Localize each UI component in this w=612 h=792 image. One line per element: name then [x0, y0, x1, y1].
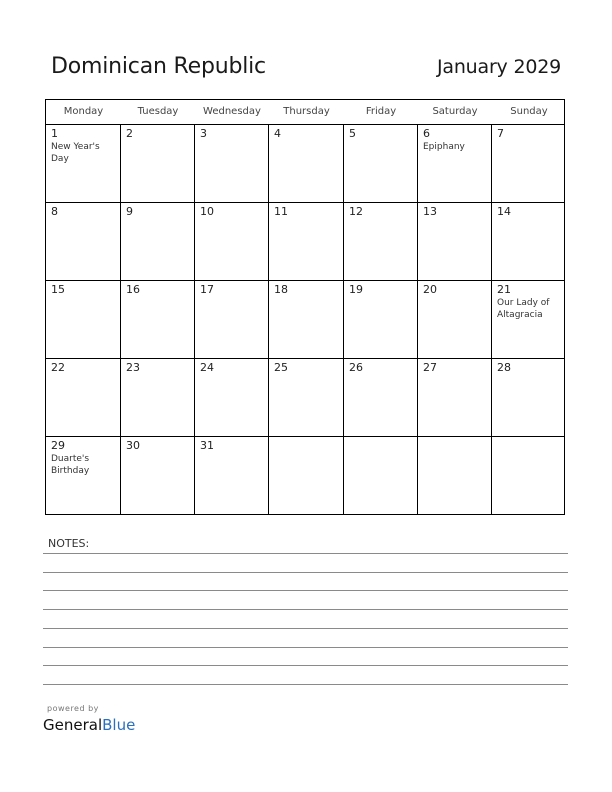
brand-blue: Blue [102, 716, 136, 734]
weekday-saturday: Saturday [432, 106, 478, 117]
weekday-monday: Monday [63, 106, 104, 117]
day-cell [121, 203, 195, 280]
day-cell [418, 125, 492, 202]
powered-by-text: powered by [47, 704, 99, 713]
day-number: 17 [200, 283, 214, 296]
holiday-label: Epiphany [423, 142, 465, 152]
day-number: 31 [200, 439, 214, 452]
day-number: 4 [274, 127, 281, 140]
notes-line [43, 553, 568, 554]
day-number: 25 [274, 361, 288, 374]
day-cell [195, 359, 269, 436]
calendar-grid [45, 99, 565, 515]
day-cell [418, 437, 492, 514]
day-number: 24 [200, 361, 214, 374]
day-number: 20 [423, 283, 437, 296]
day-cell [418, 359, 492, 436]
day-cell [195, 437, 269, 514]
weekday-tuesday: Tuesday [137, 106, 179, 117]
day-cell [344, 125, 418, 202]
notes-line [43, 572, 568, 573]
day-cell [492, 281, 566, 358]
week-row [46, 437, 564, 514]
day-number: 6 [423, 127, 430, 140]
day-cell [269, 359, 344, 436]
day-cell [121, 281, 195, 358]
day-number: 15 [51, 283, 65, 296]
day-cell [46, 125, 121, 202]
day-cell [344, 203, 418, 280]
page-title: Dominican Republic [51, 54, 266, 79]
notes-line [43, 609, 568, 610]
day-number: 19 [349, 283, 363, 296]
day-cell [195, 125, 269, 202]
day-cell [492, 203, 566, 280]
day-number: 23 [126, 361, 140, 374]
day-cell [46, 437, 121, 514]
day-cell [269, 203, 344, 280]
day-cell [121, 125, 195, 202]
day-cell [492, 437, 566, 514]
brand-general: General [43, 716, 103, 734]
day-number: 3 [200, 127, 207, 140]
day-number: 21 [497, 283, 511, 296]
notes-line [43, 590, 568, 591]
weekday-sunday: Sunday [510, 106, 548, 117]
day-number: 10 [200, 205, 214, 218]
day-number: 14 [497, 205, 511, 218]
day-cell [492, 125, 566, 202]
day-number: 2 [126, 127, 133, 140]
day-cell [269, 437, 344, 514]
day-number: 28 [497, 361, 511, 374]
day-number: 7 [497, 127, 504, 140]
day-number: 30 [126, 439, 140, 452]
notes-label: NOTES: [48, 537, 90, 550]
holiday-label: Duarte's Birthday [51, 454, 90, 476]
day-cell [195, 281, 269, 358]
day-number: 16 [126, 283, 140, 296]
day-number: 27 [423, 361, 437, 374]
week-row [46, 281, 564, 359]
day-cell [195, 203, 269, 280]
day-number: 8 [51, 205, 58, 218]
weekday-thursday: Thursday [283, 106, 330, 117]
day-cell [121, 359, 195, 436]
day-cell [418, 281, 492, 358]
day-cell [46, 281, 121, 358]
weekday-wednesday: Wednesday [203, 106, 261, 117]
day-cell [269, 281, 344, 358]
day-cell [269, 125, 344, 202]
day-number: 12 [349, 205, 363, 218]
holiday-label: Our Lady of Altagracia [497, 298, 550, 320]
week-row [46, 359, 564, 437]
week-row [46, 203, 564, 281]
day-number: 18 [274, 283, 288, 296]
generalblue-logo [43, 716, 135, 734]
day-number: 29 [51, 439, 65, 452]
day-cell [46, 203, 121, 280]
day-number: 1 [51, 127, 58, 140]
day-number: 9 [126, 205, 133, 218]
day-number: 22 [51, 361, 65, 374]
day-cell [418, 203, 492, 280]
notes-line [43, 684, 568, 685]
day-cell [344, 281, 418, 358]
day-cell [46, 359, 121, 436]
notes-line [43, 647, 568, 648]
weekday-friday: Friday [365, 106, 397, 117]
weekday-header-row [46, 100, 564, 125]
week-row [46, 125, 564, 203]
day-cell [492, 359, 566, 436]
day-cell [121, 437, 195, 514]
day-number: 5 [349, 127, 356, 140]
day-cell [344, 359, 418, 436]
notes-line [43, 665, 568, 666]
holiday-label: New Year's Day [51, 142, 100, 164]
day-number: 11 [274, 205, 288, 218]
month-year: January 2029 [436, 56, 561, 78]
day-number: 26 [349, 361, 363, 374]
day-cell [344, 437, 418, 514]
notes-line [43, 628, 568, 629]
day-number: 13 [423, 205, 437, 218]
